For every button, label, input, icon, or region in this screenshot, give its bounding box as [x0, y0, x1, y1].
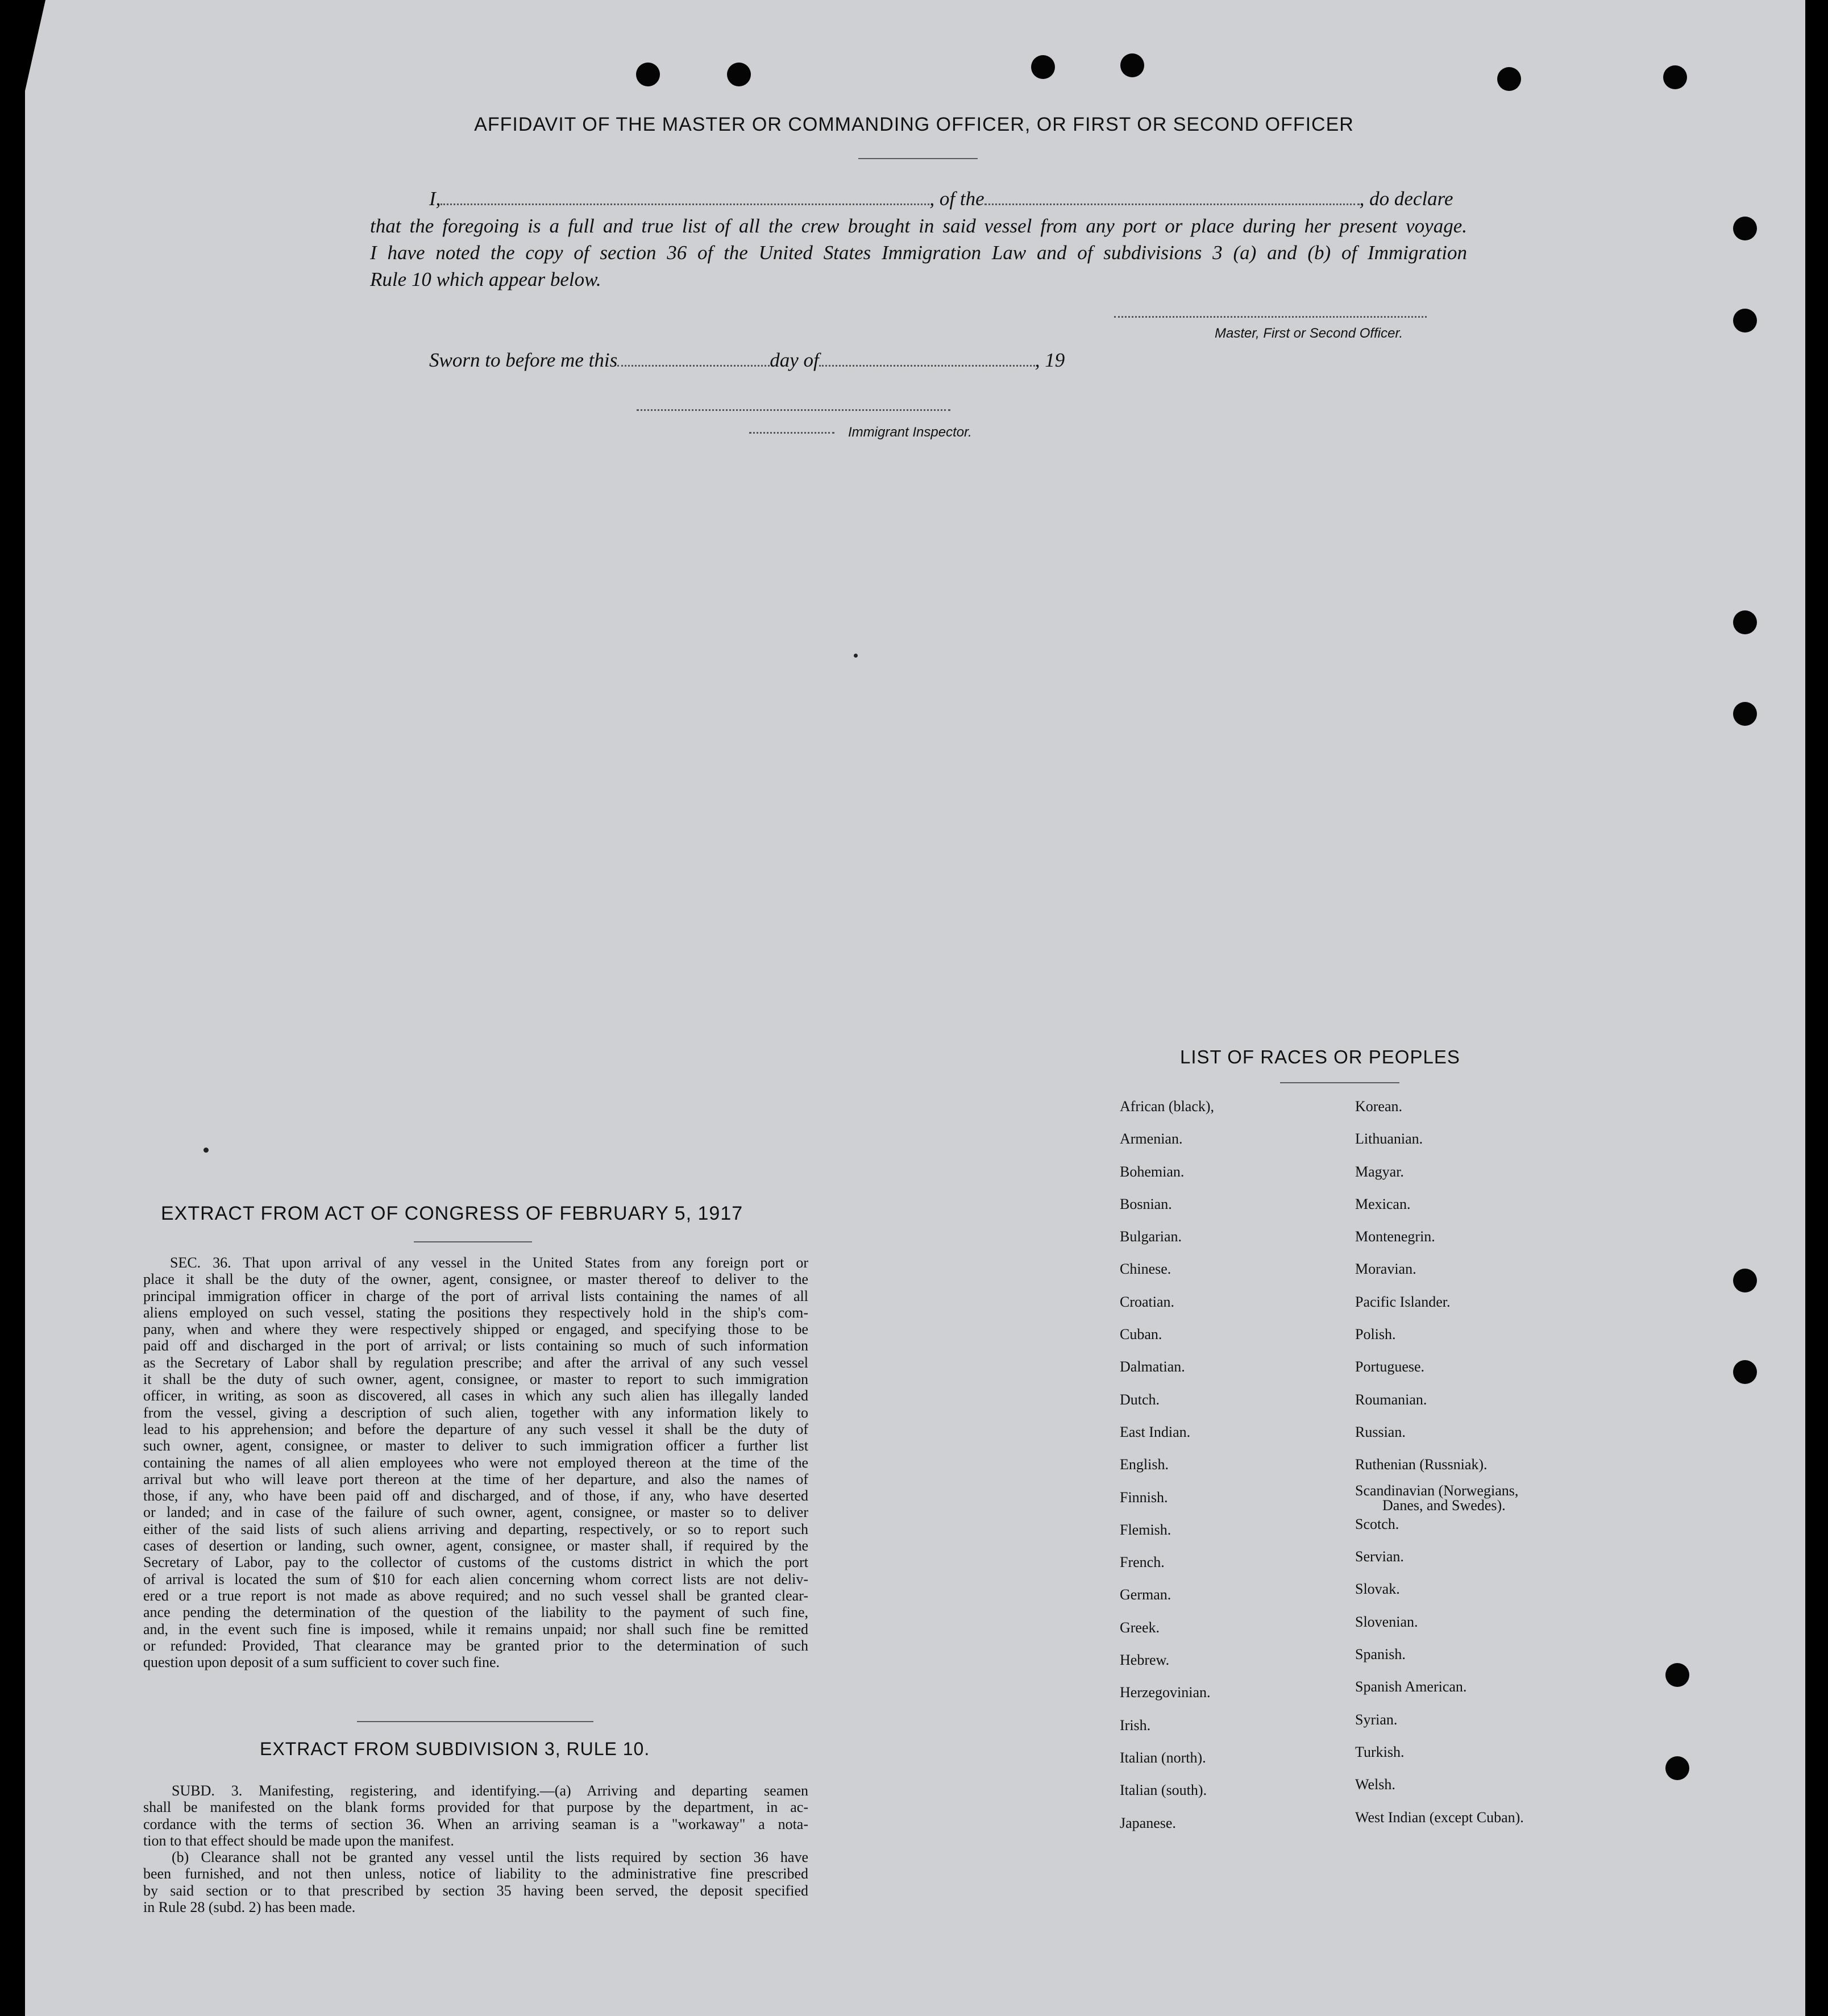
act-line: or landed; and in case of the failure of such owner, agent, consignee, or master so to deliver: [143, 1504, 808, 1521]
vessel-name-field[interactable]: [984, 203, 1360, 205]
rule-line: shall be manifested on the blank forms provided for that purpose by the department, in ac-: [143, 1799, 808, 1816]
race-item: Magyar.: [1355, 1163, 1404, 1180]
race-item: Ruthenian (Russniak).: [1355, 1456, 1488, 1473]
race-item: Cuban.: [1120, 1326, 1162, 1343]
race-item: Japanese.: [1120, 1814, 1176, 1831]
race-item: Slovak.: [1355, 1581, 1400, 1598]
inspector-signature-lead: [749, 432, 834, 434]
race-item: Spanish American.: [1355, 1678, 1467, 1695]
race-item: Welsh.: [1355, 1776, 1395, 1793]
act-line: SEC. 36. That upon arrival of any vessel in the United States from any foreign port or: [170, 1254, 808, 1271]
act-line: such owner, agent, consignee, or master to deliver to such immigration officer a further list: [143, 1437, 808, 1454]
act-line: containing the names of all alien employees who were not employed thereon at the time of the: [143, 1454, 808, 1471]
race-item: Lithuanian.: [1355, 1130, 1423, 1148]
master-signature-caption: Master, First or Second Officer.: [1215, 326, 1403, 341]
affidavit-declaration-line: [429, 188, 1453, 210]
race-item: Russian.: [1355, 1423, 1406, 1440]
of-the-label: , of the: [929, 188, 984, 210]
race-item: Dutch.: [1120, 1391, 1160, 1408]
document-page: [25, 0, 1805, 2016]
act-line: place it shall be the duty of the owner, agent, consignee, or master thereof to deliver to the: [143, 1271, 808, 1288]
race-item: Slovenian.: [1355, 1613, 1418, 1630]
race-item: African (black),: [1120, 1098, 1215, 1115]
declarant-prefix: I,: [429, 188, 441, 210]
act-line: officer, in writing, as soon as discovered, all cases in which any such alien has illegally landed: [143, 1387, 808, 1404]
punch-hole: [1733, 702, 1757, 726]
declarant-name-field[interactable]: [441, 203, 929, 205]
act-line: ance pending the determination of the question of the liability to the payment of such fine,: [143, 1604, 808, 1621]
race-item: Portuguese.: [1355, 1358, 1425, 1375]
sworn-day-of: day of: [770, 349, 819, 371]
inspector-signature-field[interactable]: [637, 409, 950, 411]
punch-hole: [1733, 1269, 1757, 1292]
races-heading: LIST OF RACES OR PEOPLES: [1180, 1046, 1460, 1067]
rule-line: in Rule 28 (subd. 2) has been made.: [143, 1899, 356, 1916]
races-right-column: [1355, 1098, 1524, 1842]
race-item: French.: [1120, 1554, 1165, 1571]
race-item: Bohemian.: [1120, 1163, 1185, 1180]
ink-speck: [203, 1148, 209, 1153]
act-line: from the vessel, giving a description of such alien, together with any information likely to: [143, 1404, 808, 1421]
race-item: Mexican.: [1355, 1195, 1411, 1212]
races-left-column: [1120, 1098, 1214, 1847]
act-extract-rule: [414, 1241, 532, 1242]
act-line: lead to his apprehension; and before the departure of any such vessel it shall be the duty of: [143, 1420, 808, 1437]
race-item: Flemish.: [1120, 1521, 1171, 1538]
race-item: English.: [1120, 1456, 1169, 1473]
race-item: Italian (south).: [1120, 1782, 1207, 1799]
race-item: Scotch.: [1355, 1515, 1399, 1532]
sworn-line: [429, 349, 1065, 372]
race-item: Croatian.: [1120, 1293, 1175, 1310]
rule-line: SUBD. 3. Manifesting, registering, and identifying.—(a) Arriving and departing seamen: [172, 1782, 808, 1799]
race-item: Chinese.: [1120, 1261, 1171, 1278]
sworn-year: , 19: [1035, 349, 1065, 371]
race-item: Korean.: [1355, 1098, 1403, 1115]
act-line: Secretary of Labor, pay to the collector of customs of the customs district in which the port: [143, 1554, 808, 1571]
race-item: Scandinavian (Norwegians, Danes, and Swedes).: [1355, 1483, 1524, 1516]
sworn-month-field[interactable]: [819, 365, 1035, 367]
punch-hole: [1663, 65, 1687, 89]
race-item: Hebrew.: [1120, 1652, 1170, 1669]
act-line: pany, when and where they were respectively shipped or engaged, and specifying those to be: [143, 1321, 808, 1338]
punch-hole: [1031, 55, 1055, 79]
race-item: Turkish.: [1355, 1743, 1405, 1760]
race-item: Dalmatian.: [1120, 1358, 1185, 1375]
race-item: Irish.: [1120, 1716, 1151, 1734]
race-item: Servian.: [1355, 1548, 1404, 1565]
act-line: either of the said lists of such aliens arriving and departing, respectively, or so to report such: [143, 1520, 808, 1537]
punch-hole: [1733, 217, 1757, 240]
rule-extract-body: [143, 1782, 808, 1915]
act-line: ered or a true report is not made as above required; and no such vessel shall be granted clear-: [143, 1587, 808, 1604]
race-item: Spanish.: [1355, 1646, 1406, 1663]
rule-line: by said section or to that prescribed by section 35 having been served, the deposit specified: [143, 1882, 808, 1899]
master-signature-field[interactable]: [1114, 316, 1427, 318]
act-line: as the Secretary of Labor shall by regulation prescribe; and after the arrival of any such vessel: [143, 1354, 808, 1371]
race-item: Greek.: [1120, 1619, 1160, 1636]
race-item: Syrian.: [1355, 1711, 1398, 1728]
rule-line: (b) Clearance shall not be granted any vessel until the lists required by section 36 have: [172, 1849, 808, 1866]
affidavit-text-line: I have noted the copy of section 36 of the United States Immigration Law and of subdivisions 3 (a) and (b) of Immigration: [370, 242, 1467, 264]
act-line: arrival but who will leave port thereon at the time of her departure, and also the names of: [143, 1470, 808, 1487]
race-item: West Indian (except Cuban).: [1355, 1809, 1524, 1826]
section-divider-rule: [357, 1721, 593, 1722]
act-line: question upon deposit of a sum sufficient to cover such fine.: [143, 1654, 500, 1671]
race-item: Moravian.: [1355, 1261, 1416, 1278]
act-line: aliens employed on such vessel, stating the positions they respectively hold in the ship's com-: [143, 1304, 808, 1321]
race-item: Bosnian.: [1120, 1195, 1172, 1212]
race-item: Bulgarian.: [1120, 1228, 1182, 1245]
affidavit-text-line: that the foregoing is a full and true list of all the crew brought in said vessel from any port or place during her present voyage.: [370, 215, 1467, 237]
act-line: those, if any, who have been paid off and discharged, and of those, if any, who have deserted: [143, 1487, 808, 1504]
affidavit-heading: AFFIDAVIT OF THE MASTER OR COMMANDING OFFICER, OR FIRST OR SECOND OFFICER: [474, 114, 1354, 135]
races-heading-rule: [1280, 1082, 1399, 1083]
affidavit-heading-rule: [858, 158, 978, 159]
act-line: paid off and discharged in the port of arrival; or lists containing so much of such information: [143, 1337, 808, 1354]
affidavit-text-line: Rule 10 which appear below.: [370, 268, 601, 290]
sworn-prefix: Sworn to before me this: [429, 349, 618, 371]
punch-hole: [1665, 1663, 1689, 1687]
rule-line: cordance with the terms of section 36. When an arriving seaman is a "workaway" a nota-: [143, 1815, 808, 1832]
race-item: Finnish.: [1120, 1489, 1168, 1506]
race-item: German.: [1120, 1586, 1171, 1603]
punch-hole: [1733, 610, 1757, 634]
race-item: Italian (north).: [1120, 1749, 1206, 1766]
race-item-continuation: Danes, and Swedes).: [1382, 1497, 1506, 1514]
act-line: and, in the event such fine is imposed, while it remains unpaid; nor shall such fine be remitted: [143, 1620, 808, 1637]
punch-hole: [1733, 309, 1757, 332]
act-extract-heading: EXTRACT FROM ACT OF CONGRESS OF FEBRUARY 5, 1917: [161, 1203, 743, 1224]
act-line: or refunded: Provided, That clearance may be granted prior to the determination of such: [143, 1637, 808, 1654]
race-item: Roumanian.: [1355, 1391, 1427, 1408]
inspector-caption: Immigrant Inspector.: [848, 425, 972, 440]
rule-line: been furnished, and not then unless, notice of liability to the administrative fine prescribed: [143, 1865, 808, 1882]
act-line: principal immigration officer in charge of the port of arrival lists containing the names of all: [143, 1287, 808, 1304]
race-item: Herzegovinian.: [1120, 1684, 1211, 1701]
act-line: cases of desertion or landing, such owner, agent, consignee, or master shall, if required by the: [143, 1537, 808, 1554]
act-line: of arrival is located the sum of $10 for each alien concerning whom correct lists are not deliv-: [143, 1570, 808, 1587]
race-item: Armenian.: [1120, 1130, 1183, 1148]
punch-hole: [1120, 53, 1144, 77]
rule-line: tion to that effect should be made upon the manifest.: [143, 1832, 454, 1849]
act-extract-body: [143, 1254, 808, 1670]
punch-hole: [1733, 1360, 1757, 1384]
punch-hole: [727, 63, 751, 86]
act-line: it shall be the duty of such owner, agent, consignee, or master to report to such immigration: [143, 1371, 808, 1388]
race-item: East Indian.: [1120, 1423, 1191, 1440]
punch-hole: [636, 63, 660, 86]
race-item: Pacific Islander.: [1355, 1293, 1451, 1310]
rule-extract-heading: EXTRACT FROM SUBDIVISION 3, RULE 10.: [260, 1739, 650, 1759]
race-item: Montenegrin.: [1355, 1228, 1435, 1245]
punch-hole: [1497, 67, 1521, 91]
race-item: Polish.: [1355, 1326, 1396, 1343]
punch-hole: [1665, 1756, 1689, 1780]
sworn-day-field[interactable]: [617, 365, 770, 367]
declare-label: , do declare: [1359, 188, 1453, 210]
ink-speck: [854, 654, 858, 658]
